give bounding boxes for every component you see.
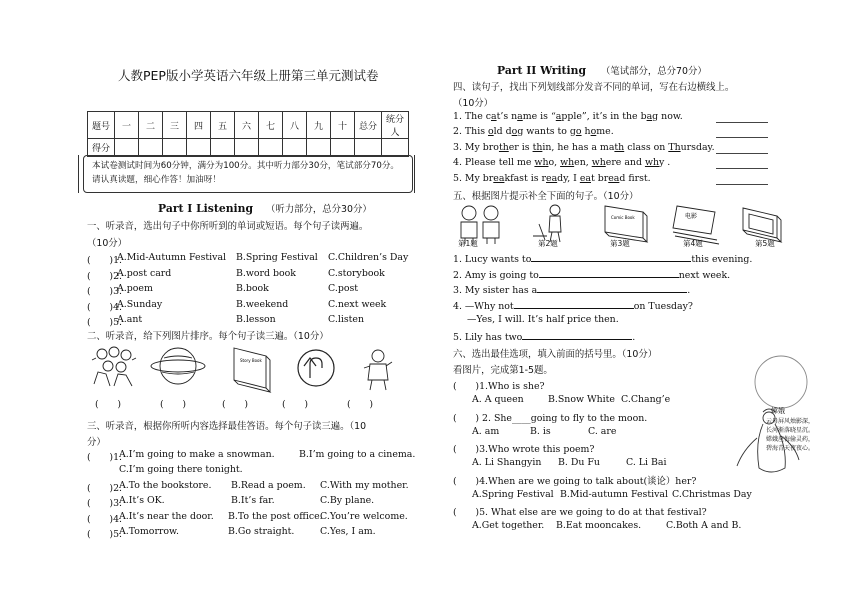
- score-header-cell: 四: [187, 112, 211, 139]
- s5-picture-label: 第4题: [683, 239, 703, 248]
- s1-option-a: A.ant: [117, 314, 143, 325]
- s5-item-suffix: .: [687, 285, 691, 296]
- s3-title-cont: 分）: [87, 437, 106, 448]
- part1-heading-text: Part I Listening: [158, 202, 254, 215]
- s3-option-c: C.With my mother.: [320, 480, 409, 491]
- score-table: [87, 111, 409, 157]
- s1-option-b: B.weekend: [236, 298, 289, 310]
- s5-answer-blank[interactable]: [539, 268, 679, 278]
- s1-option-b: B.lesson: [236, 314, 276, 325]
- score-input-cell[interactable]: [115, 139, 139, 157]
- s5-title: 五、根据图片提示补全下面的句子。（10分）: [453, 191, 639, 202]
- s6-option: C.Christmas Day: [672, 488, 752, 500]
- part1-heading-note: （听力部分，总分30分）: [266, 204, 372, 215]
- s3-item-number: ( )2.: [87, 483, 123, 494]
- part2-heading: [497, 63, 707, 77]
- s3-title: 三、听录音，根据你所听内容选择最佳答语。每个句子读三遍。（10: [87, 421, 367, 432]
- s4-answer-2[interactable]: [716, 136, 768, 138]
- s6-question: ( )3.Who wrote this poem?: [453, 444, 595, 455]
- s3-item-number: ( )1.: [87, 452, 123, 463]
- s1-option-c: C.listen: [328, 314, 364, 325]
- s3-option-c: C.I’m going there tonight.: [119, 464, 243, 475]
- s6-question: ( )1.Who is she?: [453, 381, 545, 392]
- s5-item: [453, 299, 693, 312]
- s1-option-b: B.book: [236, 283, 269, 294]
- s2-answer-bracket[interactable]: ( ): [160, 399, 187, 410]
- page-title: 人教PEP版小学英语六年级上册第三单元测试卷: [118, 68, 379, 83]
- score-input-cell[interactable]: [355, 139, 382, 157]
- part1-heading: [158, 201, 372, 215]
- s5-picture-label: 第5题: [755, 239, 775, 248]
- boy-picture: [364, 350, 392, 390]
- s3-option-a: A.To the bookstore.: [119, 480, 212, 491]
- s2-answer-bracket[interactable]: ( ): [222, 399, 249, 410]
- change-caption-title: 嫦娥: [771, 407, 785, 415]
- children-picture: [92, 347, 136, 386]
- s6-subtitle: 看图片，完成第1-5题。: [453, 365, 553, 376]
- s4-item-1: 1. The cat’s name is “apple”, it’s in the bag now.: [453, 111, 683, 122]
- score-input-cell[interactable]: [187, 139, 211, 157]
- s5-item-prefix: 3. My sister has a: [453, 285, 538, 296]
- s6-option: C. Li Bai: [626, 457, 667, 468]
- s5-item: [453, 330, 635, 343]
- s5-picture-label: 第3题: [610, 239, 630, 248]
- s6-option: A. Li Shangyin: [472, 457, 542, 468]
- s6-option: A.Spring Festival: [472, 488, 554, 500]
- s5-answer-blank[interactable]: [537, 283, 687, 293]
- s1-item-number: ( )3.: [87, 286, 123, 297]
- score-header-cell: 五: [211, 112, 235, 139]
- s2-answer-bracket[interactable]: ( ): [95, 399, 122, 410]
- s1-title: 一、听录音，选出句子中你所听到的单词或短语。每个句子读两遍。: [87, 221, 369, 232]
- s3-item-number: ( )4.: [87, 514, 123, 525]
- s4-item-5: 5. My breakfast is ready, I eat bread first.: [453, 173, 651, 184]
- s1-item-number: ( )2.: [87, 270, 123, 282]
- s1-item-number: ( )4.: [87, 301, 123, 313]
- s3-option-a: A.I’m going to make a snowman.: [119, 449, 275, 460]
- s4-answer-1[interactable]: [716, 121, 768, 123]
- part2-heading-text: Part II Writing: [497, 64, 587, 77]
- score-input-cell[interactable]: [283, 139, 307, 157]
- s1-option-a: A.Sunday: [117, 298, 163, 310]
- s3-option-b: B.It’s far.: [231, 495, 275, 506]
- s2-pictures: [88, 344, 418, 394]
- s5-item-suffix: this evening.: [691, 254, 753, 265]
- s1-option-a: A.poem: [117, 283, 153, 294]
- s6-question: ( ) 2. She____going to fly to the moon.: [453, 412, 648, 424]
- s5-item-suffix: on Tuesday?: [633, 301, 693, 312]
- s6-option: B. is: [530, 425, 551, 437]
- s5-picture-label: 第2题: [538, 239, 558, 248]
- s1-item-number: ( )5.: [87, 317, 123, 328]
- s1-option-c: C.post: [328, 283, 359, 294]
- s1-option-a: A.Mid-Autumn Festival: [117, 252, 227, 263]
- s5-item-prefix: 4. —Why not: [453, 301, 514, 312]
- notice-box: 本试卷测试时间为60分钟，满分为100分。其中听力部分30分，笔试部分70分。请认真读题，细心作答！加油呀！: [83, 155, 413, 193]
- s5-picture-label: 第1题: [458, 239, 478, 248]
- s6-question: ( )4.When are we going to talk about(谈论）her?: [453, 475, 697, 487]
- s1-option-c: C.storybook: [328, 267, 385, 279]
- s3-option-b: B.Go straight.: [228, 526, 295, 537]
- s6-option: C. are: [588, 425, 617, 437]
- score-input-cell[interactable]: [259, 139, 283, 157]
- person-stand-picture: [533, 205, 561, 242]
- s3-option-b: B.To the post office.: [228, 511, 323, 522]
- score-header-cell: 总分: [355, 112, 382, 139]
- s3-option-b: B.Read a poem.: [231, 480, 306, 491]
- s6-option: B.Snow White: [548, 394, 615, 405]
- s1-item-number: ( )1.: [87, 255, 123, 266]
- s5-item: [453, 252, 752, 265]
- comic-book-label: Comic Book: [611, 215, 635, 220]
- s3-option-a: A.It’s OK.: [119, 495, 165, 506]
- s4-item-2: 2. This old dog wants to go home.: [453, 126, 614, 137]
- score-label-cell: 得分: [88, 139, 115, 157]
- s4-answer-3[interactable]: [716, 152, 768, 154]
- s5-answer-blank[interactable]: [522, 330, 632, 340]
- s6-option: C.Chang’e: [621, 394, 671, 405]
- s5-item4-answer: —Yes, I will. It’s half price then.: [467, 314, 619, 325]
- s6-title: 六、选出最佳选项，填入前面的括号里。（10分）: [453, 349, 658, 360]
- s1-option-b: B.Spring Festival: [236, 252, 318, 263]
- books-picture: [743, 208, 781, 242]
- s3-option-c: C.Yes, I am.: [320, 526, 376, 537]
- score-header-cell: 一: [115, 112, 139, 139]
- s5-item-prefix: 1. Lucy wants to: [453, 254, 532, 265]
- s5-item-prefix: 2. Amy is going to: [453, 270, 539, 281]
- caption-line: 云母屏风烛影深，: [766, 418, 815, 425]
- s3-item-number: ( )5.: [87, 529, 123, 540]
- s5-answer-blank[interactable]: [514, 299, 634, 309]
- score-header-cell: 六: [235, 112, 259, 139]
- s5-answer-blank[interactable]: [531, 252, 691, 262]
- score-input-cell[interactable]: [331, 139, 355, 157]
- caption-line: 嫦娥应悔偷灵药，: [766, 436, 815, 443]
- s6-option: B.Mid-autumn Festival: [560, 488, 668, 500]
- s1-option-a: A.post card: [117, 267, 172, 279]
- s6-question: ( )5. What else are we going to do at that festival?: [453, 507, 707, 518]
- s5-item: [453, 268, 730, 281]
- turn-sign-picture: [298, 350, 334, 386]
- score-header-cell: 二: [139, 112, 163, 139]
- score-input-cell[interactable]: [163, 139, 187, 157]
- moon-icon: [755, 356, 807, 408]
- s6-option: B. Du Fu: [558, 457, 600, 468]
- s4-item-4: 4. Please tell me who, when, where and why .: [453, 157, 671, 168]
- s2-title: 二、听录音，给下列图片排序。每个句子读三遍。（10分）: [87, 331, 329, 342]
- score-input-cell[interactable]: [139, 139, 163, 157]
- part2-heading-note: （笔试部分，总分70分）: [601, 66, 707, 77]
- story-book-label: Story Book: [240, 358, 262, 363]
- s6-option: A.Get together.: [472, 520, 545, 531]
- s3-option-a: A.It’s near the door.: [119, 511, 214, 522]
- score-input-cell[interactable]: [235, 139, 259, 157]
- globe-picture: [151, 348, 205, 384]
- s5-item-suffix: .: [632, 332, 636, 343]
- caption-line: 长河渐落晓星沉。: [766, 427, 815, 434]
- score-header-cell: 三: [163, 112, 187, 139]
- cinema-label: 电影: [685, 213, 698, 220]
- score-input-cell[interactable]: [211, 139, 235, 157]
- s1-score: （10分）: [87, 238, 128, 249]
- s3-option-c: C.You’re welcome.: [320, 511, 408, 522]
- score-header-cell: 十: [331, 112, 355, 139]
- s5-item-prefix: 5. Lily has two: [453, 332, 523, 343]
- s6-option: A. A queen: [472, 394, 524, 405]
- s2-answer-bracket[interactable]: ( ): [347, 399, 374, 410]
- s1-option-c: C.Children’s Day: [328, 252, 409, 263]
- s3-option-a: A.Tomorrow.: [119, 526, 179, 537]
- s1-option-c: C.next week: [328, 298, 387, 310]
- score-header-cell: 统分人: [382, 112, 409, 139]
- s3-item-number: ( )3.: [87, 498, 123, 509]
- s3-option-c: C.By plane.: [320, 495, 375, 506]
- s5-item: [453, 283, 690, 296]
- score-header-cell: 九: [307, 112, 331, 139]
- s2-answer-bracket[interactable]: ( ): [282, 399, 309, 410]
- s3-option-b: B.I’m going to a cinema.: [299, 449, 416, 460]
- s5-item-suffix: next week.: [678, 270, 731, 281]
- score-header-cell: 七: [259, 112, 283, 139]
- caption-line: 碧海青天夜夜心。: [766, 445, 815, 452]
- s6-option: C.Both A and B.: [666, 520, 742, 531]
- score-header-cell: 题号: [88, 112, 115, 139]
- s6-option: B.Eat mooncakes.: [556, 520, 642, 531]
- score-input-cell[interactable]: [382, 139, 409, 157]
- story-book-picture: [234, 348, 270, 394]
- score-header-cell: 八: [283, 112, 307, 139]
- s1-option-b: B.word book: [236, 267, 296, 279]
- s6-option: A. am: [472, 425, 500, 437]
- comic-book-picture: [605, 206, 647, 242]
- s4-score: （10分）: [453, 98, 494, 109]
- s4-answer-4[interactable]: [716, 167, 768, 169]
- s4-item-3: 3. My brother is thin, he has a math class on Thursday.: [453, 142, 715, 153]
- score-input-cell[interactable]: [307, 139, 331, 157]
- s4-title: 四、读句子，找出下列划线部分发音不同的单词，写在右边横线上。: [453, 82, 735, 93]
- s4-answer-5[interactable]: [716, 183, 768, 185]
